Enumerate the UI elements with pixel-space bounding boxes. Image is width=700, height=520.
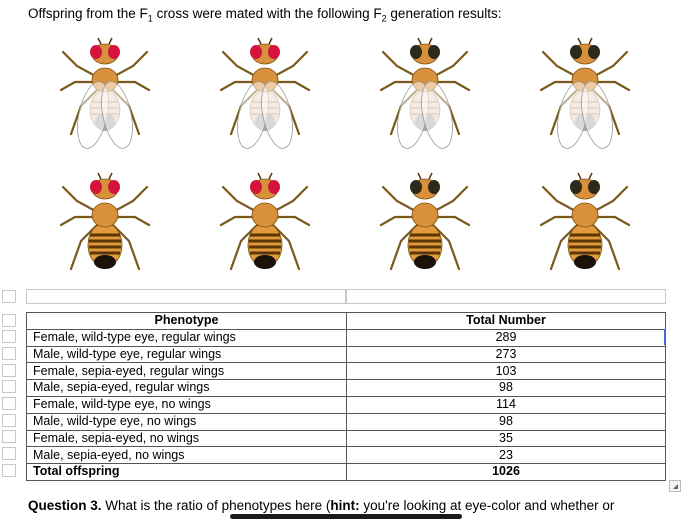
table-row bbox=[27, 430, 666, 447]
horizontal-scrollbar[interactable] bbox=[230, 514, 462, 519]
phenotype-cell[interactable]: Female, sepia-eyed, regular wings bbox=[27, 363, 347, 380]
row-select-box[interactable] bbox=[2, 290, 16, 303]
phenotype-cell[interactable]: Female, wild-type eye, no wings bbox=[27, 396, 347, 413]
phenotype-cell[interactable]: Female, wild-type eye, regular wings bbox=[27, 329, 347, 346]
table-row bbox=[27, 413, 666, 430]
male-fly-image bbox=[535, 165, 635, 285]
phenotype-cell[interactable]: Male, wild-type eye, no wings bbox=[27, 413, 347, 430]
phenotype-cell[interactable]: Female, sepia-eyed, no wings bbox=[27, 430, 347, 447]
total-cell[interactable]: 289 bbox=[347, 329, 666, 346]
total-number-header[interactable]: Total Number bbox=[347, 313, 666, 330]
female-fly-image bbox=[215, 30, 315, 150]
column-header-cell[interactable] bbox=[346, 289, 666, 304]
total-cell[interactable]: 98 bbox=[347, 380, 666, 397]
row-select-box[interactable] bbox=[2, 414, 16, 427]
row-select-box[interactable] bbox=[2, 330, 16, 343]
table-row bbox=[27, 363, 666, 380]
phenotype-cell[interactable]: Total offspring bbox=[27, 464, 347, 481]
total-cell[interactable]: 273 bbox=[347, 346, 666, 363]
question-text: What is the ratio of phenotypes here ( bbox=[101, 498, 331, 513]
cell-selection-edge bbox=[664, 329, 666, 345]
row-select-box[interactable] bbox=[2, 430, 16, 443]
question-label: Question 3. bbox=[28, 498, 102, 513]
total-row bbox=[27, 464, 666, 481]
phenotype-cell[interactable]: Male, sepia-eyed, no wings bbox=[27, 447, 347, 464]
table-header-row bbox=[27, 313, 666, 330]
female-fly-image bbox=[535, 30, 635, 150]
total-cell[interactable]: 1026 bbox=[347, 464, 666, 481]
total-cell[interactable]: 23 bbox=[347, 447, 666, 464]
table-row bbox=[27, 380, 666, 397]
phenotype-header[interactable]: Phenotype bbox=[27, 313, 347, 330]
male-fly-image bbox=[55, 165, 155, 285]
row-select-box[interactable] bbox=[2, 464, 16, 477]
column-header-cell[interactable] bbox=[26, 289, 346, 304]
row-select-box[interactable] bbox=[2, 364, 16, 377]
intro-part-1: Offspring from the F bbox=[28, 6, 148, 21]
hint-text: you're looking at eye-color and whether or bbox=[359, 498, 615, 513]
total-cell[interactable]: 35 bbox=[347, 430, 666, 447]
hint-label: hint: bbox=[330, 498, 360, 513]
resize-corner-icon[interactable] bbox=[669, 480, 681, 492]
row-select-box[interactable] bbox=[2, 347, 16, 360]
intro-sub-1: 1 bbox=[147, 13, 153, 24]
intro-text bbox=[28, 6, 502, 24]
table-body bbox=[27, 329, 666, 480]
female-fly-image bbox=[55, 30, 155, 150]
phenotype-table bbox=[26, 312, 666, 481]
phenotype-cell[interactable]: Male, sepia-eyed, regular wings bbox=[27, 380, 347, 397]
question-3 bbox=[28, 498, 614, 513]
table-row bbox=[27, 396, 666, 413]
intro-part-3: generation results: bbox=[386, 6, 502, 21]
intro-part-2: cross were mated with the following F bbox=[152, 6, 382, 21]
intro-sub-2: 2 bbox=[381, 13, 387, 24]
total-cell[interactable]: 103 bbox=[347, 363, 666, 380]
phenotype-cell[interactable]: Male, wild-type eye, regular wings bbox=[27, 346, 347, 363]
male-fly-image bbox=[215, 165, 315, 285]
total-cell[interactable]: 98 bbox=[347, 413, 666, 430]
row-select-box[interactable] bbox=[2, 380, 16, 393]
table-row bbox=[27, 329, 666, 346]
total-cell[interactable]: 114 bbox=[347, 396, 666, 413]
row-select-box[interactable] bbox=[2, 447, 16, 460]
row-select-box[interactable] bbox=[2, 314, 16, 327]
male-fly-image bbox=[375, 165, 475, 285]
table-row bbox=[27, 447, 666, 464]
female-fly-image bbox=[375, 30, 475, 150]
row-select-box[interactable] bbox=[2, 397, 16, 410]
table-row bbox=[27, 346, 666, 363]
